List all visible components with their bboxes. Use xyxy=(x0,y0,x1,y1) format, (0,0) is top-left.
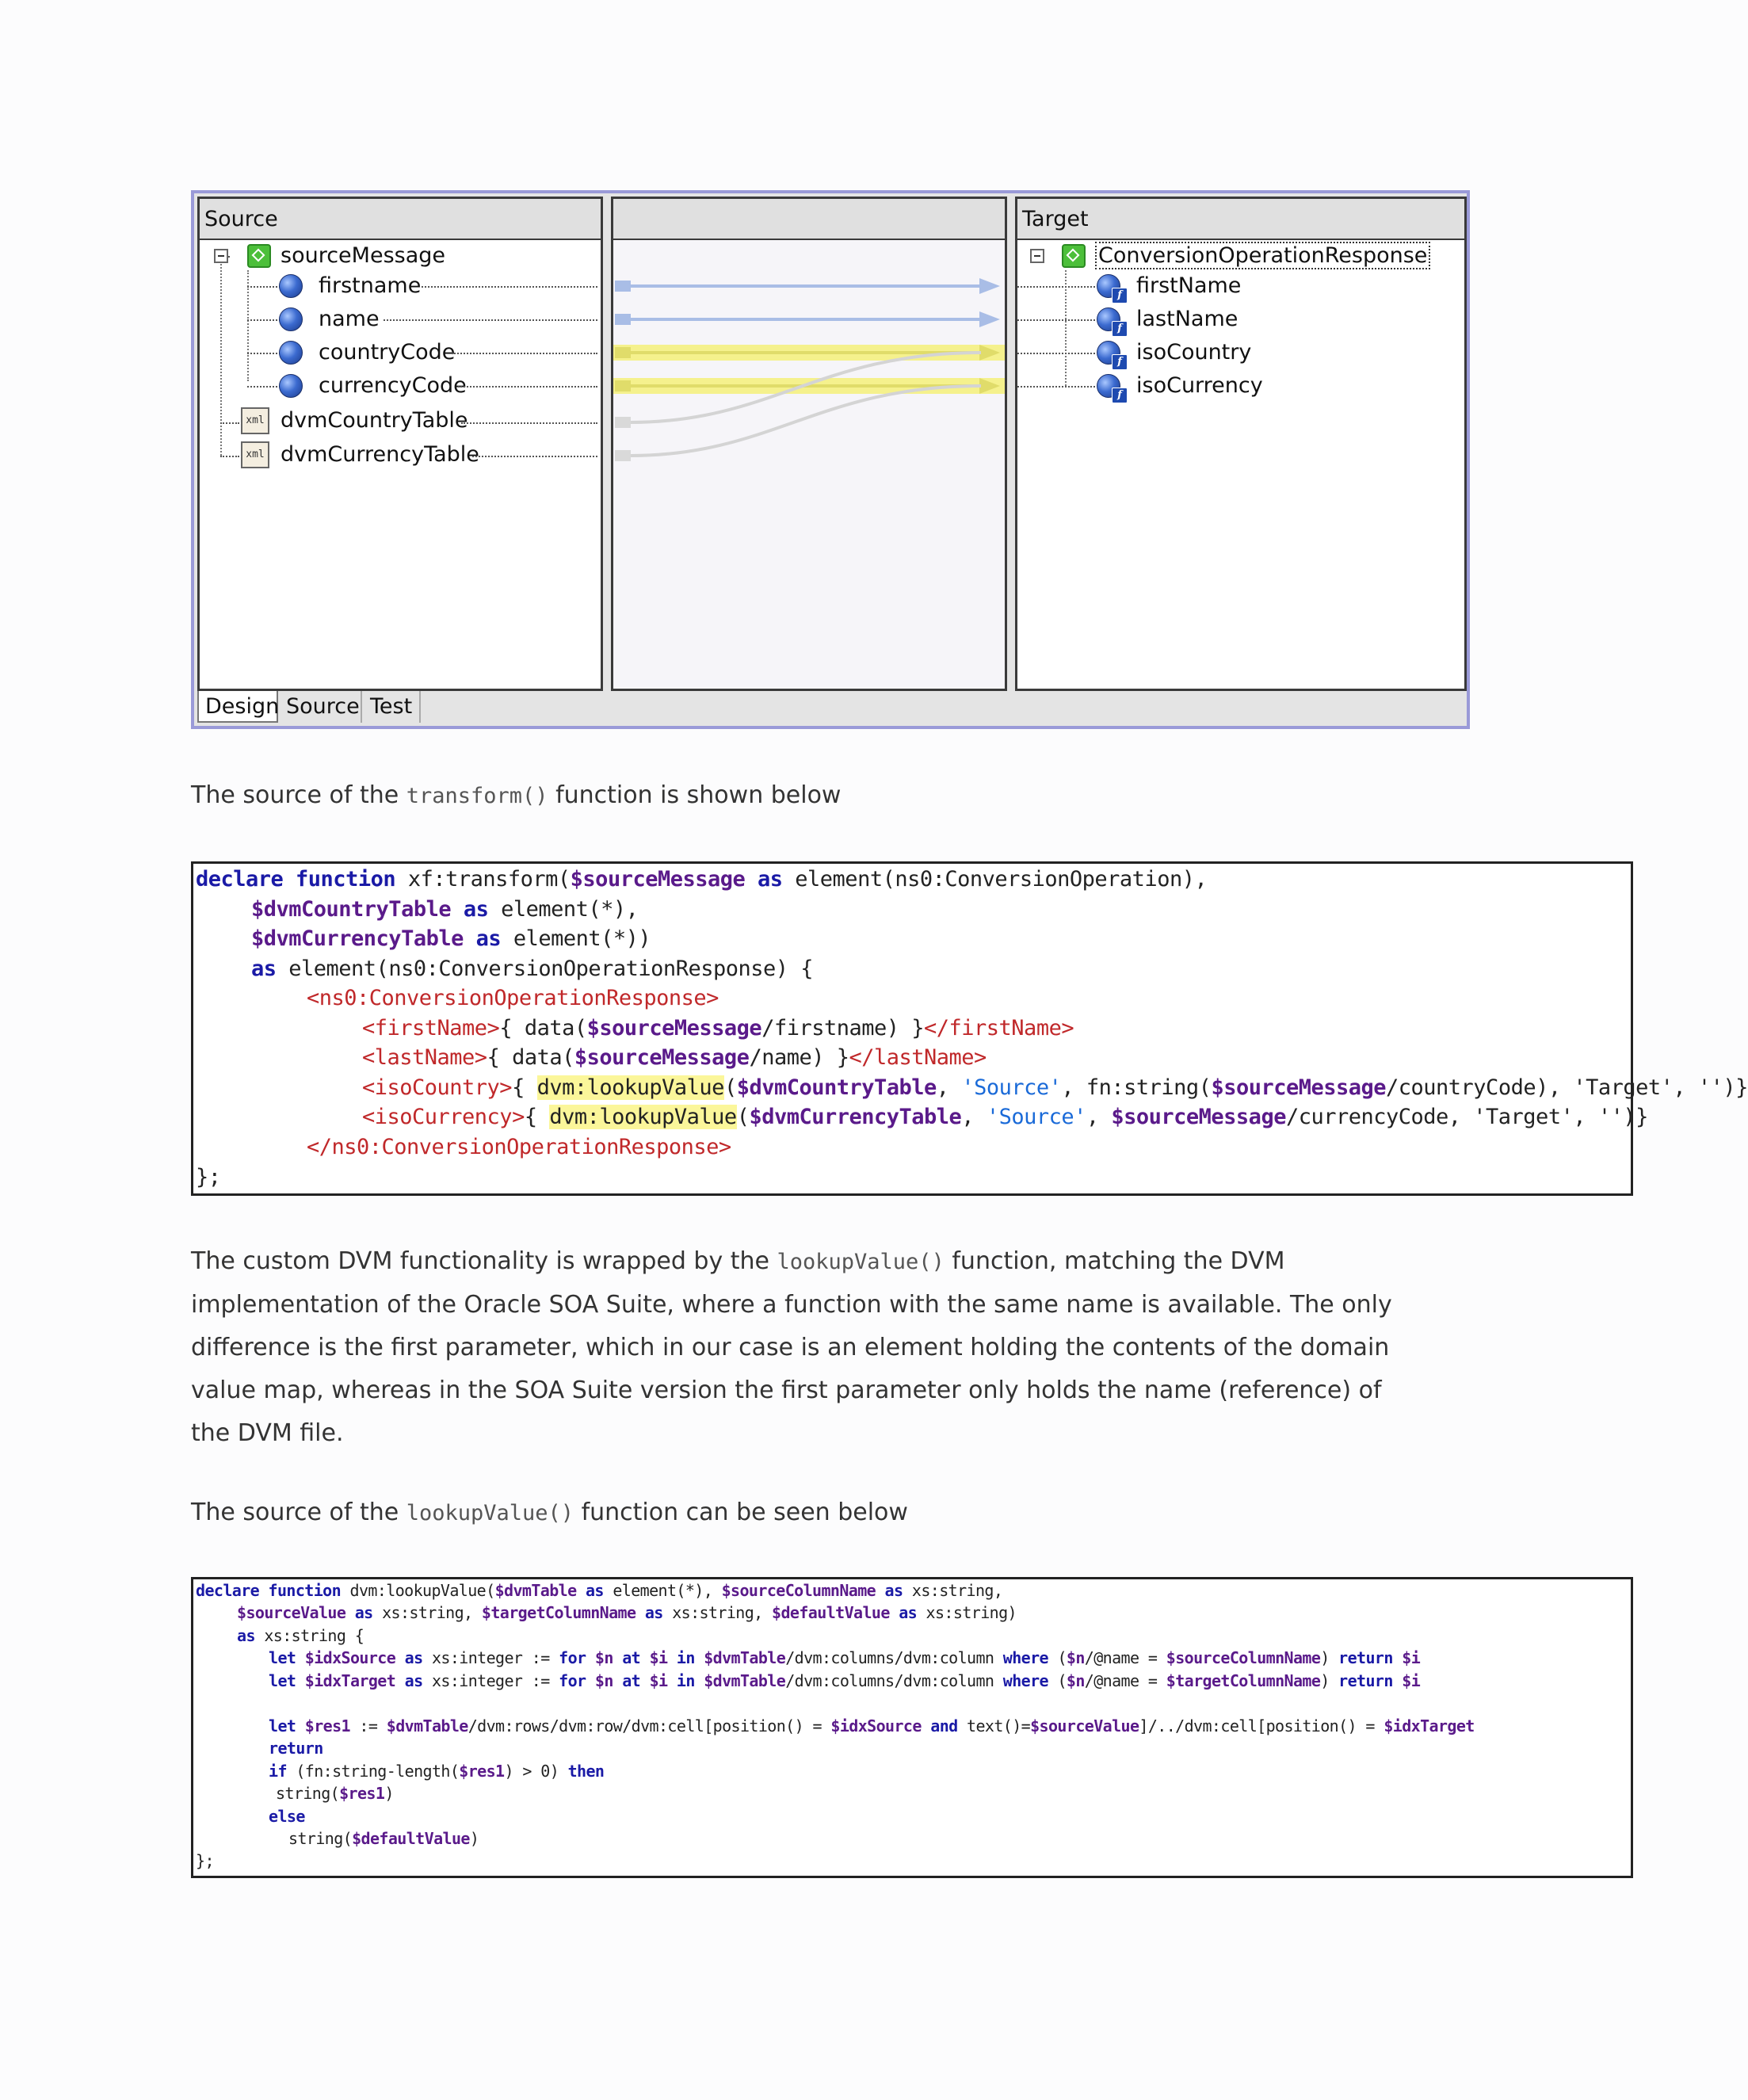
code-line: if (fn:string-length($res1) > 0) then xyxy=(269,1762,605,1781)
link-source-handle xyxy=(615,347,631,358)
xquery-mapper-window xyxy=(191,190,1470,729)
text: The source of the xyxy=(191,781,406,809)
mapping-arrowhead xyxy=(979,278,1000,294)
source-field-countrycode[interactable]: countryCode xyxy=(319,340,456,365)
function-badge-icon: f xyxy=(1112,354,1128,370)
source-field-firstname[interactable]: firstname xyxy=(319,273,422,298)
tree-connector xyxy=(247,319,281,321)
text-line: value map, whereas in the SOA Suite version the first parameter only holds the name (reference) of xyxy=(191,1376,1382,1404)
target-pane xyxy=(1015,197,1467,691)
link-source-handle xyxy=(615,450,631,461)
mapping-links-canvas xyxy=(613,199,1005,689)
inline-code: transform() xyxy=(406,784,548,808)
paragraph-lookupvalue-intro xyxy=(191,1491,1443,1535)
collapse-icon[interactable] xyxy=(1030,249,1044,263)
code-line: <firstName>{ data($sourceMessage/firstname) }</firstName> xyxy=(362,1016,1074,1040)
element-icon xyxy=(279,374,303,398)
function-element-icon xyxy=(1097,374,1122,401)
tree-connector xyxy=(1017,386,1095,388)
paragraph-transform-intro xyxy=(191,774,1443,818)
function-badge-icon: f xyxy=(1112,321,1128,337)
tree-connector xyxy=(1017,319,1095,321)
text: The source of the xyxy=(191,1499,406,1526)
element-icon xyxy=(279,274,303,298)
tab-test[interactable]: Test xyxy=(364,691,421,723)
tab-design[interactable]: Design xyxy=(197,691,278,723)
tab-source[interactable]: Source xyxy=(280,691,362,723)
function-element-icon xyxy=(1097,274,1122,301)
mapping-arrowhead xyxy=(979,311,1000,327)
code-line: let $idxSource as xs:integer := for $n at $i in $dvmTable/dvm:columns/dvm:column where ($n/@name = $sourceColumnName) return $i xyxy=(269,1648,1421,1667)
mapping-link xyxy=(631,386,981,456)
tree-connector xyxy=(1017,353,1095,354)
tree-connector xyxy=(1017,286,1095,288)
text: function is shown below xyxy=(548,781,842,809)
mapping-leader xyxy=(461,422,597,424)
function-element-icon xyxy=(1097,307,1122,334)
link-source-handle xyxy=(615,380,631,391)
mapping-links-pane xyxy=(611,197,1007,691)
source-table-currency[interactable]: dvmCurrencyTable xyxy=(281,442,479,467)
code-line: $dvmCurrencyTable as element(*)) xyxy=(251,926,651,951)
code-line: <ns0:ConversionOperationResponse> xyxy=(307,986,719,1010)
xml-icon: xml xyxy=(241,407,269,434)
code-line: $sourceValue as xs:string, $targetColumnName as xs:string, $defaultValue as xs:string) xyxy=(237,1603,1017,1622)
code-line: string($res1) xyxy=(276,1784,394,1803)
root-element-icon xyxy=(1062,244,1086,268)
target-field-isocountry[interactable]: isoCountry xyxy=(1136,340,1252,365)
text: function can be seen below xyxy=(574,1499,908,1526)
inline-code: lookupValue() xyxy=(406,1501,574,1525)
code-line: }; xyxy=(196,1165,221,1189)
tree-connector xyxy=(220,456,239,457)
mapping-leader xyxy=(458,386,597,388)
function-badge-icon: f xyxy=(1112,288,1128,304)
mapping-leader xyxy=(384,319,597,321)
source-field-name[interactable]: name xyxy=(319,307,380,331)
text-line: the DVM file. xyxy=(191,1419,344,1447)
target-field-isocurrency[interactable]: isoCurrency xyxy=(1136,373,1263,398)
code-line: <isoCurrency>{ dvm:lookupValue($dvmCurrencyTable, 'Source', $sourceMessage/currencyCode, 'Target', '')} xyxy=(362,1105,1648,1129)
target-root-node[interactable] xyxy=(1095,242,1430,270)
tree-connector xyxy=(220,264,222,456)
code-line: return xyxy=(269,1739,323,1758)
code-line: </ns0:ConversionOperationResponse> xyxy=(307,1135,731,1159)
code-line: as element(ns0:ConversionOperationResponse) { xyxy=(251,956,813,981)
inline-code: lookupValue() xyxy=(777,1250,945,1274)
paragraph-lookupvalue-explanation xyxy=(191,1240,1443,1455)
code-line: <isoCountry>{ dvm:lookupValue($dvmCountryTable, 'Source', fn:string($sourceMessage/countryCode), 'Target', '')} xyxy=(362,1075,1748,1100)
element-icon xyxy=(279,307,303,331)
code-line: <lastName>{ data($sourceMessage/name) }</lastName> xyxy=(362,1045,987,1070)
root-element-icon xyxy=(247,244,271,268)
text-line: difference is the first parameter, which in our case is an element holding the contents of the domain xyxy=(191,1334,1390,1361)
code-line: let $idxTarget as xs:integer := for $n at $i in $dvmTable/dvm:columns/dvm:column where ($n/@name = $targetColumnName) return $i xyxy=(269,1671,1421,1690)
source-root-node[interactable]: sourceMessage xyxy=(281,243,445,268)
transform-code-block xyxy=(191,861,1748,1196)
mapping-leader xyxy=(452,353,597,354)
source-pane-header: Source xyxy=(200,199,601,240)
tree-connector xyxy=(220,422,239,424)
code-line: $dvmCountryTable as element(*), xyxy=(251,897,639,922)
function-badge-icon: f xyxy=(1112,388,1128,403)
function-element-icon xyxy=(1097,341,1122,368)
target-field-firstname[interactable]: firstName xyxy=(1136,273,1242,298)
text-line: implementation of the Oracle SOA Suite, where a function with the same name is available. The only xyxy=(191,1291,1392,1319)
code-line: string($defaultValue) xyxy=(288,1829,479,1848)
tree-connector xyxy=(247,286,281,288)
tree-connector xyxy=(247,353,281,354)
code-line: else xyxy=(269,1807,305,1826)
code-line: let $res1 := $dvmTable/dvm:rows/dvm:row/dvm:cell[position() = $idxSource and text()=$sourceValue]/../dvm:cell[position() = $idxTarget xyxy=(269,1716,1475,1735)
source-field-currencycode[interactable]: currencyCode xyxy=(319,373,467,398)
text-line: The custom DVM functionality is wrapped by the lookupValue() function, matching the DVM xyxy=(191,1247,1285,1275)
mapping-leader xyxy=(472,456,597,457)
tree-connector xyxy=(247,386,281,388)
target-pane-header: Target xyxy=(1017,199,1464,240)
mapping-leader xyxy=(422,286,597,288)
source-table-country[interactable]: dvmCountryTable xyxy=(281,408,468,433)
target-root-label: ConversionOperationResponse xyxy=(1095,242,1430,269)
collapse-icon[interactable] xyxy=(214,249,228,263)
source-pane xyxy=(197,197,603,691)
element-icon xyxy=(279,341,303,365)
code-line: as xs:string { xyxy=(237,1626,364,1645)
code-line: }; xyxy=(196,1851,214,1870)
code-line: declare function dvm:lookupValue($dvmTable as element(*), $sourceColumnName as xs:string, xyxy=(196,1581,1003,1600)
xml-icon: xml xyxy=(241,441,269,468)
link-source-handle xyxy=(615,417,631,428)
lookupvalue-code-block xyxy=(191,1577,1633,1878)
code-line: declare function xf:transform($sourceMessage as element(ns0:ConversionOperation), xyxy=(196,867,1208,892)
target-field-lastname[interactable]: lastName xyxy=(1136,307,1238,331)
link-source-handle xyxy=(615,281,631,292)
link-source-handle xyxy=(615,314,631,325)
